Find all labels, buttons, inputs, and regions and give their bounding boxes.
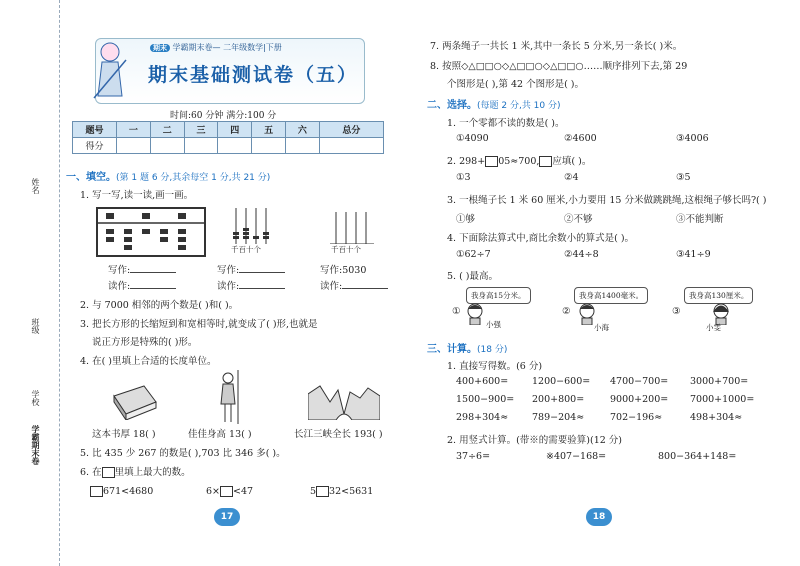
- question-8a: 8. 按照◇△□□○◇△□□○◇△□□○……顺序排列下去,第 29: [430, 61, 688, 72]
- answer-box[interactable]: [102, 467, 115, 478]
- calc-item: 298+304≈: [456, 412, 509, 423]
- calc-item: 3000+700=: [690, 376, 749, 387]
- compare-2: 6× <47: [206, 486, 254, 497]
- rods-write-value: 写作:5030: [320, 265, 367, 276]
- choice-1-option-a[interactable]: ①4090: [456, 133, 489, 144]
- calc-item: 498+304≈: [690, 412, 743, 423]
- question-4: 4. 在( )里填上合适的长度单位。: [80, 356, 217, 367]
- kid-2-option[interactable]: ②: [562, 306, 571, 317]
- choice-2-option-b[interactable]: ②4: [564, 172, 579, 183]
- calc-1: 1. 直接写得数。(6 分): [447, 361, 543, 372]
- sidebar: [0, 0, 60, 566]
- abacus-write: 写作:: [108, 262, 176, 276]
- score-header: 一: [117, 122, 151, 138]
- answer-blank[interactable]: [130, 264, 176, 273]
- score-cell[interactable]: [252, 138, 286, 154]
- question-1: 1. 写一写,读一读,画一画。: [80, 190, 194, 201]
- kid-1-option[interactable]: ①: [452, 306, 461, 317]
- score-header: 六: [285, 122, 319, 138]
- brand-line: 期末 学霸期末卷— 二年级数学|下册: [150, 42, 282, 53]
- score-cell[interactable]: [150, 138, 184, 154]
- choice-5: 5. ( )最高。: [447, 271, 499, 282]
- abacus-icon: [96, 207, 206, 257]
- choice-4-option-b[interactable]: ②44÷8: [564, 249, 599, 260]
- answer-box[interactable]: [485, 156, 498, 167]
- rod-place-labels: 千百十个: [231, 245, 261, 254]
- choice-1: 1. 一个零都不读的数是( )。: [447, 118, 565, 129]
- question-3a: 3. 把长方形的长缩短到和宽相等时,就变成了( )形,也就是: [80, 319, 318, 330]
- rod-place-labels-2: 千百十个: [331, 245, 361, 254]
- choice-3-option-b[interactable]: ②不够: [564, 214, 593, 225]
- choice-2-option-a[interactable]: ①3: [456, 172, 471, 183]
- kid-2-name: 小海: [594, 323, 609, 332]
- score-header: 题号: [73, 122, 117, 138]
- calc-item: 1200−600=: [532, 376, 591, 387]
- calc-item: 702−196≈: [610, 412, 663, 423]
- girl-height-icon: [218, 370, 242, 424]
- calc-item: 9000+200=: [610, 394, 669, 405]
- kid-3-option[interactable]: ③: [672, 306, 681, 317]
- answer-box[interactable]: [220, 486, 233, 497]
- score-cell[interactable]: [117, 138, 151, 154]
- score-cell[interactable]: [184, 138, 218, 154]
- choice-4-option-a[interactable]: ①62÷7: [456, 249, 491, 260]
- choice-2-option-c[interactable]: ③5: [676, 172, 691, 183]
- name-label: 姓名: [31, 178, 40, 194]
- brand-badge: 期末: [150, 44, 170, 52]
- calc-2: 2. 用竖式计算。(带※的需要验算)(12 分): [447, 435, 623, 446]
- choice-4-option-c[interactable]: ③41÷9: [676, 249, 711, 260]
- three-gorges-icon: [308, 384, 380, 420]
- abacus-read: 读作:: [108, 278, 176, 292]
- page-number-right: 18: [586, 508, 612, 526]
- vertical-calc-3: 800−364+148=: [658, 451, 737, 462]
- score-table: [72, 121, 384, 154]
- section-2-heading: 二、选择。(每题 2 分,共 10 分): [427, 100, 561, 111]
- score-header: 五: [252, 122, 286, 138]
- calc-item: 4700−700=: [610, 376, 669, 387]
- score-header: 总分: [319, 122, 383, 138]
- speech-bubble-3: 我身高130厘米。: [684, 287, 753, 304]
- page-number-left: 17: [214, 508, 240, 526]
- compare-3: 5 32<5631: [310, 486, 374, 497]
- rods-read: 读作:: [217, 278, 285, 292]
- score-cell[interactable]: [319, 138, 383, 154]
- score-label: 得分: [73, 138, 117, 154]
- kid-1-name: 小强: [486, 320, 501, 329]
- question-6: 6. 在 里填上最大的数。: [80, 467, 191, 478]
- rods-draw-read: 读作:: [320, 278, 388, 292]
- speech-bubble-1: 我身高15分米。: [466, 287, 531, 304]
- answer-box[interactable]: [539, 156, 552, 167]
- page-title: 期末基础测试卷（五）: [148, 64, 359, 86]
- speech-bubble-2: 我身高1400毫米。: [574, 287, 648, 304]
- calc-item: 789−204≈: [532, 412, 585, 423]
- question-2: 2. 与 7000 相邻的两个数是( )和( )。: [80, 300, 239, 311]
- choice-1-option-b[interactable]: ②4600: [564, 133, 597, 144]
- series-label: 学霸期末卷: [31, 425, 40, 465]
- score-header: 四: [218, 122, 252, 138]
- answer-box[interactable]: [316, 486, 329, 497]
- section-3-heading: 三、计算。(18 分): [427, 344, 508, 355]
- question-7: 7. 两条绳子一共长 1 米,其中一条长 5 分米,另一条长( )米。: [430, 41, 683, 52]
- choice-4: 4. 下面除法算式中,商比余数小的算式是( )。: [447, 233, 635, 244]
- boy-icon: [466, 303, 484, 325]
- class-label: 班级: [31, 318, 40, 334]
- question-3b: 说正方形是特殊的( )形。: [92, 337, 198, 348]
- score-header: 二: [150, 122, 184, 138]
- choice-3-option-a[interactable]: ①够: [456, 214, 476, 225]
- rods-write: 写作:: [217, 262, 285, 276]
- choice-3: 3. 一根绳子长 1 米 60 厘米,小力要用 15 分米做跳跳绳,这根绳子够长吗?( ): [447, 195, 767, 206]
- calc-item: 200+800=: [532, 394, 585, 405]
- school-label: 学校: [31, 390, 40, 406]
- counting-rods-empty-icon: [330, 212, 374, 244]
- choice-3-option-c[interactable]: ③不能判断: [676, 214, 724, 225]
- counting-rods-icon: [230, 208, 274, 244]
- girl-mascot-icon: [92, 40, 128, 100]
- vertical-calc-2: ※407−168=: [546, 451, 607, 462]
- score-cell[interactable]: [218, 138, 252, 154]
- calc-item: 7000+1000=: [690, 394, 755, 405]
- score-cell[interactable]: [285, 138, 319, 154]
- time-info: 时间:60 分钟 满分:100 分: [170, 111, 277, 121]
- choice-2: 2. 298+ 05≈700, 应填( )。: [447, 156, 592, 167]
- compare-1: 671<4680: [90, 486, 153, 497]
- question-5: 5. 比 435 少 267 的数是( ),703 比 346 多( )。: [80, 448, 286, 459]
- vertical-calc-1: 37÷6=: [456, 451, 491, 462]
- girl-height: 佳佳身高 13( ): [188, 429, 252, 440]
- score-header: 三: [184, 122, 218, 138]
- section-1-heading: 一、填空。(第 1 题 6 分,其余每空 1 分,共 21 分): [66, 172, 271, 183]
- question-8b: 个图形是( ),第 42 个图形是( )。: [447, 79, 585, 90]
- kid-3-name: 小雯: [706, 323, 721, 332]
- river-length: 长江三峡全长 193( ): [294, 429, 383, 440]
- calc-item: 400+600=: [456, 376, 509, 387]
- answer-blank[interactable]: [239, 280, 285, 289]
- answer-blank[interactable]: [239, 264, 285, 273]
- choice-1-option-c[interactable]: ③4006: [676, 133, 709, 144]
- calc-item: 1500−900=: [456, 394, 515, 405]
- book-icon: [110, 380, 160, 420]
- book-thickness: 这本书厚 18( ): [92, 429, 156, 440]
- answer-blank[interactable]: [342, 280, 388, 289]
- answer-box[interactable]: [90, 486, 103, 497]
- answer-blank[interactable]: [130, 280, 176, 289]
